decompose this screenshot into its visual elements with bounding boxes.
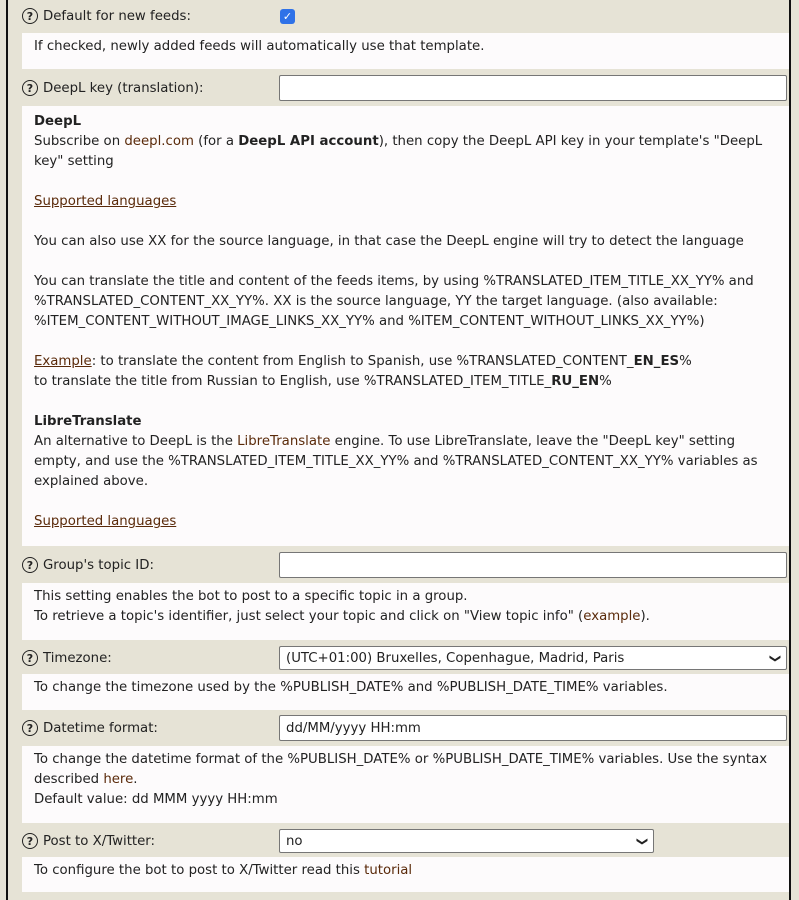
- libretranslate-link[interactable]: LibreTranslate: [237, 434, 331, 449]
- post-twitter-label: [22, 833, 272, 849]
- topic-id-input[interactable]: [279, 552, 787, 578]
- topic-id-help: [22, 583, 789, 640]
- post-twitter-selected-value: no: [286, 833, 303, 849]
- libretranslate-heading: LibreTranslate: [34, 414, 142, 429]
- default-feeds-label: [22, 8, 272, 24]
- deepl-key-help: [22, 106, 789, 546]
- timezone-help: [22, 674, 789, 710]
- post-twitter-help: [22, 857, 789, 892]
- deepl-key-row: [22, 75, 789, 101]
- tutorial-link[interactable]: tutorial: [364, 863, 413, 878]
- timezone-label-text: Timezone:: [43, 650, 112, 666]
- topic-id-label: [22, 557, 272, 573]
- timezone-row: [22, 645, 789, 671]
- syntax-here-link[interactable]: here: [103, 772, 134, 787]
- topic-example-link[interactable]: example: [583, 609, 641, 624]
- example-link[interactable]: Example: [34, 354, 92, 369]
- topic-id-help-line-2: To retrieve a topic's identifier, just select your topic and click on "View topic info" (example).: [34, 609, 650, 624]
- help-icon[interactable]: ?: [22, 833, 38, 849]
- example-line-2: to translate the title from Russian to English, use %TRANSLATED_ITEM_TITLE_RU_EN%: [34, 374, 612, 389]
- datetime-format-label: [22, 720, 272, 736]
- chevron-down-icon: ❯: [635, 836, 649, 846]
- supported-languages-link-libre[interactable]: Supported languages: [34, 514, 177, 529]
- post-twitter-label-text: Post to X/Twitter:: [43, 833, 156, 849]
- chevron-down-icon: ❯: [768, 653, 782, 663]
- default-feeds-checkbox[interactable]: ✓: [280, 9, 295, 24]
- default-feeds-row: [22, 3, 789, 29]
- timezone-select[interactable]: [279, 646, 787, 670]
- help-icon[interactable]: ?: [22, 557, 38, 573]
- default-feeds-label-text: Default for new feeds:: [43, 8, 191, 24]
- datetime-format-row: [22, 715, 789, 741]
- deepl-heading: DeepL: [34, 114, 82, 129]
- translate-paragraph: You can translate the title and content of the feeds items, by using %TRANSLATED_ITEM_TITLE_XX_YY% and %TRANSLATED_CONTENT_XX_YY%. XX is the source language, YY the target language. (also available: %ITEM_CONTENT_WITHOUT_IMAGE_LINKS_XX_YY% and %ITEM_CONTENT_WITHOUT_LINKS_XX_YY%): [34, 274, 754, 329]
- post-twitter-row: [22, 828, 789, 854]
- topic-id-row: [22, 552, 789, 578]
- libretranslate-text: An alternative to DeepL is the LibreTranslate engine. To use LibreTranslate, leave the "DeepL key" setting empty, and use the %TRANSLATED_ITEM_TITLE_XX_YY% and %TRANSLATED_CONTENT_XX_YY% variables as explained above.: [34, 434, 758, 489]
- settings-panel: [6, 0, 791, 900]
- default-feeds-help: [22, 33, 789, 69]
- topic-id-help-line-1: This setting enables the bot to post to a specific topic in a group.: [34, 589, 468, 604]
- default-feeds-help-text: If checked, newly added feeds will automatically use that template.: [34, 39, 485, 54]
- deepl-key-label-text: DeepL key (translation):: [43, 80, 204, 96]
- post-twitter-select[interactable]: [279, 829, 654, 853]
- supported-languages-link-deepl[interactable]: Supported languages: [34, 194, 177, 209]
- datetime-format-help: [22, 746, 789, 823]
- datetime-format-input[interactable]: dd/MM/yyyy HH:mm: [279, 715, 787, 741]
- datetime-format-label-text: Datetime format:: [43, 720, 158, 736]
- example-line-1: Example: to translate the content from English to Spanish, use %TRANSLATED_CONTENT_EN_ES%: [34, 354, 692, 369]
- timezone-label: [22, 650, 272, 666]
- timezone-help-text: To change the timezone used by the %PUBLISH_DATE% and %PUBLISH_DATE_TIME% variables.: [34, 680, 668, 695]
- datetime-default-value: Default value: dd MMM yyyy HH:mm: [34, 792, 278, 807]
- topic-id-label-text: Group's topic ID:: [43, 557, 154, 573]
- post-twitter-help-text: To configure the bot to post to X/Twitter read this: [34, 863, 365, 878]
- help-icon[interactable]: ?: [22, 80, 38, 96]
- timezone-selected-value: (UTC+01:00) Bruxelles, Copenhague, Madrid, Paris: [286, 650, 625, 666]
- deepl-com-link[interactable]: deepl.com: [124, 134, 194, 149]
- help-icon[interactable]: ?: [22, 8, 38, 24]
- deepl-key-label: [22, 80, 272, 96]
- datetime-format-help-text: To change the datetime format of the %PUBLISH_DATE% or %PUBLISH_DATE_TIME% variables. Use the syntax described here.: [34, 752, 768, 787]
- deepl-key-input[interactable]: [279, 75, 787, 101]
- help-icon[interactable]: ?: [22, 720, 38, 736]
- help-icon[interactable]: ?: [22, 650, 38, 666]
- deepl-subscribe-text: Subscribe on deepl.com (for a DeepL API account), then copy the DeepL API key in your template's "DeepL key" setting: [34, 134, 763, 169]
- xx-note: You can also use XX for the source language, in that case the DeepL engine will try to detect the language: [34, 234, 744, 249]
